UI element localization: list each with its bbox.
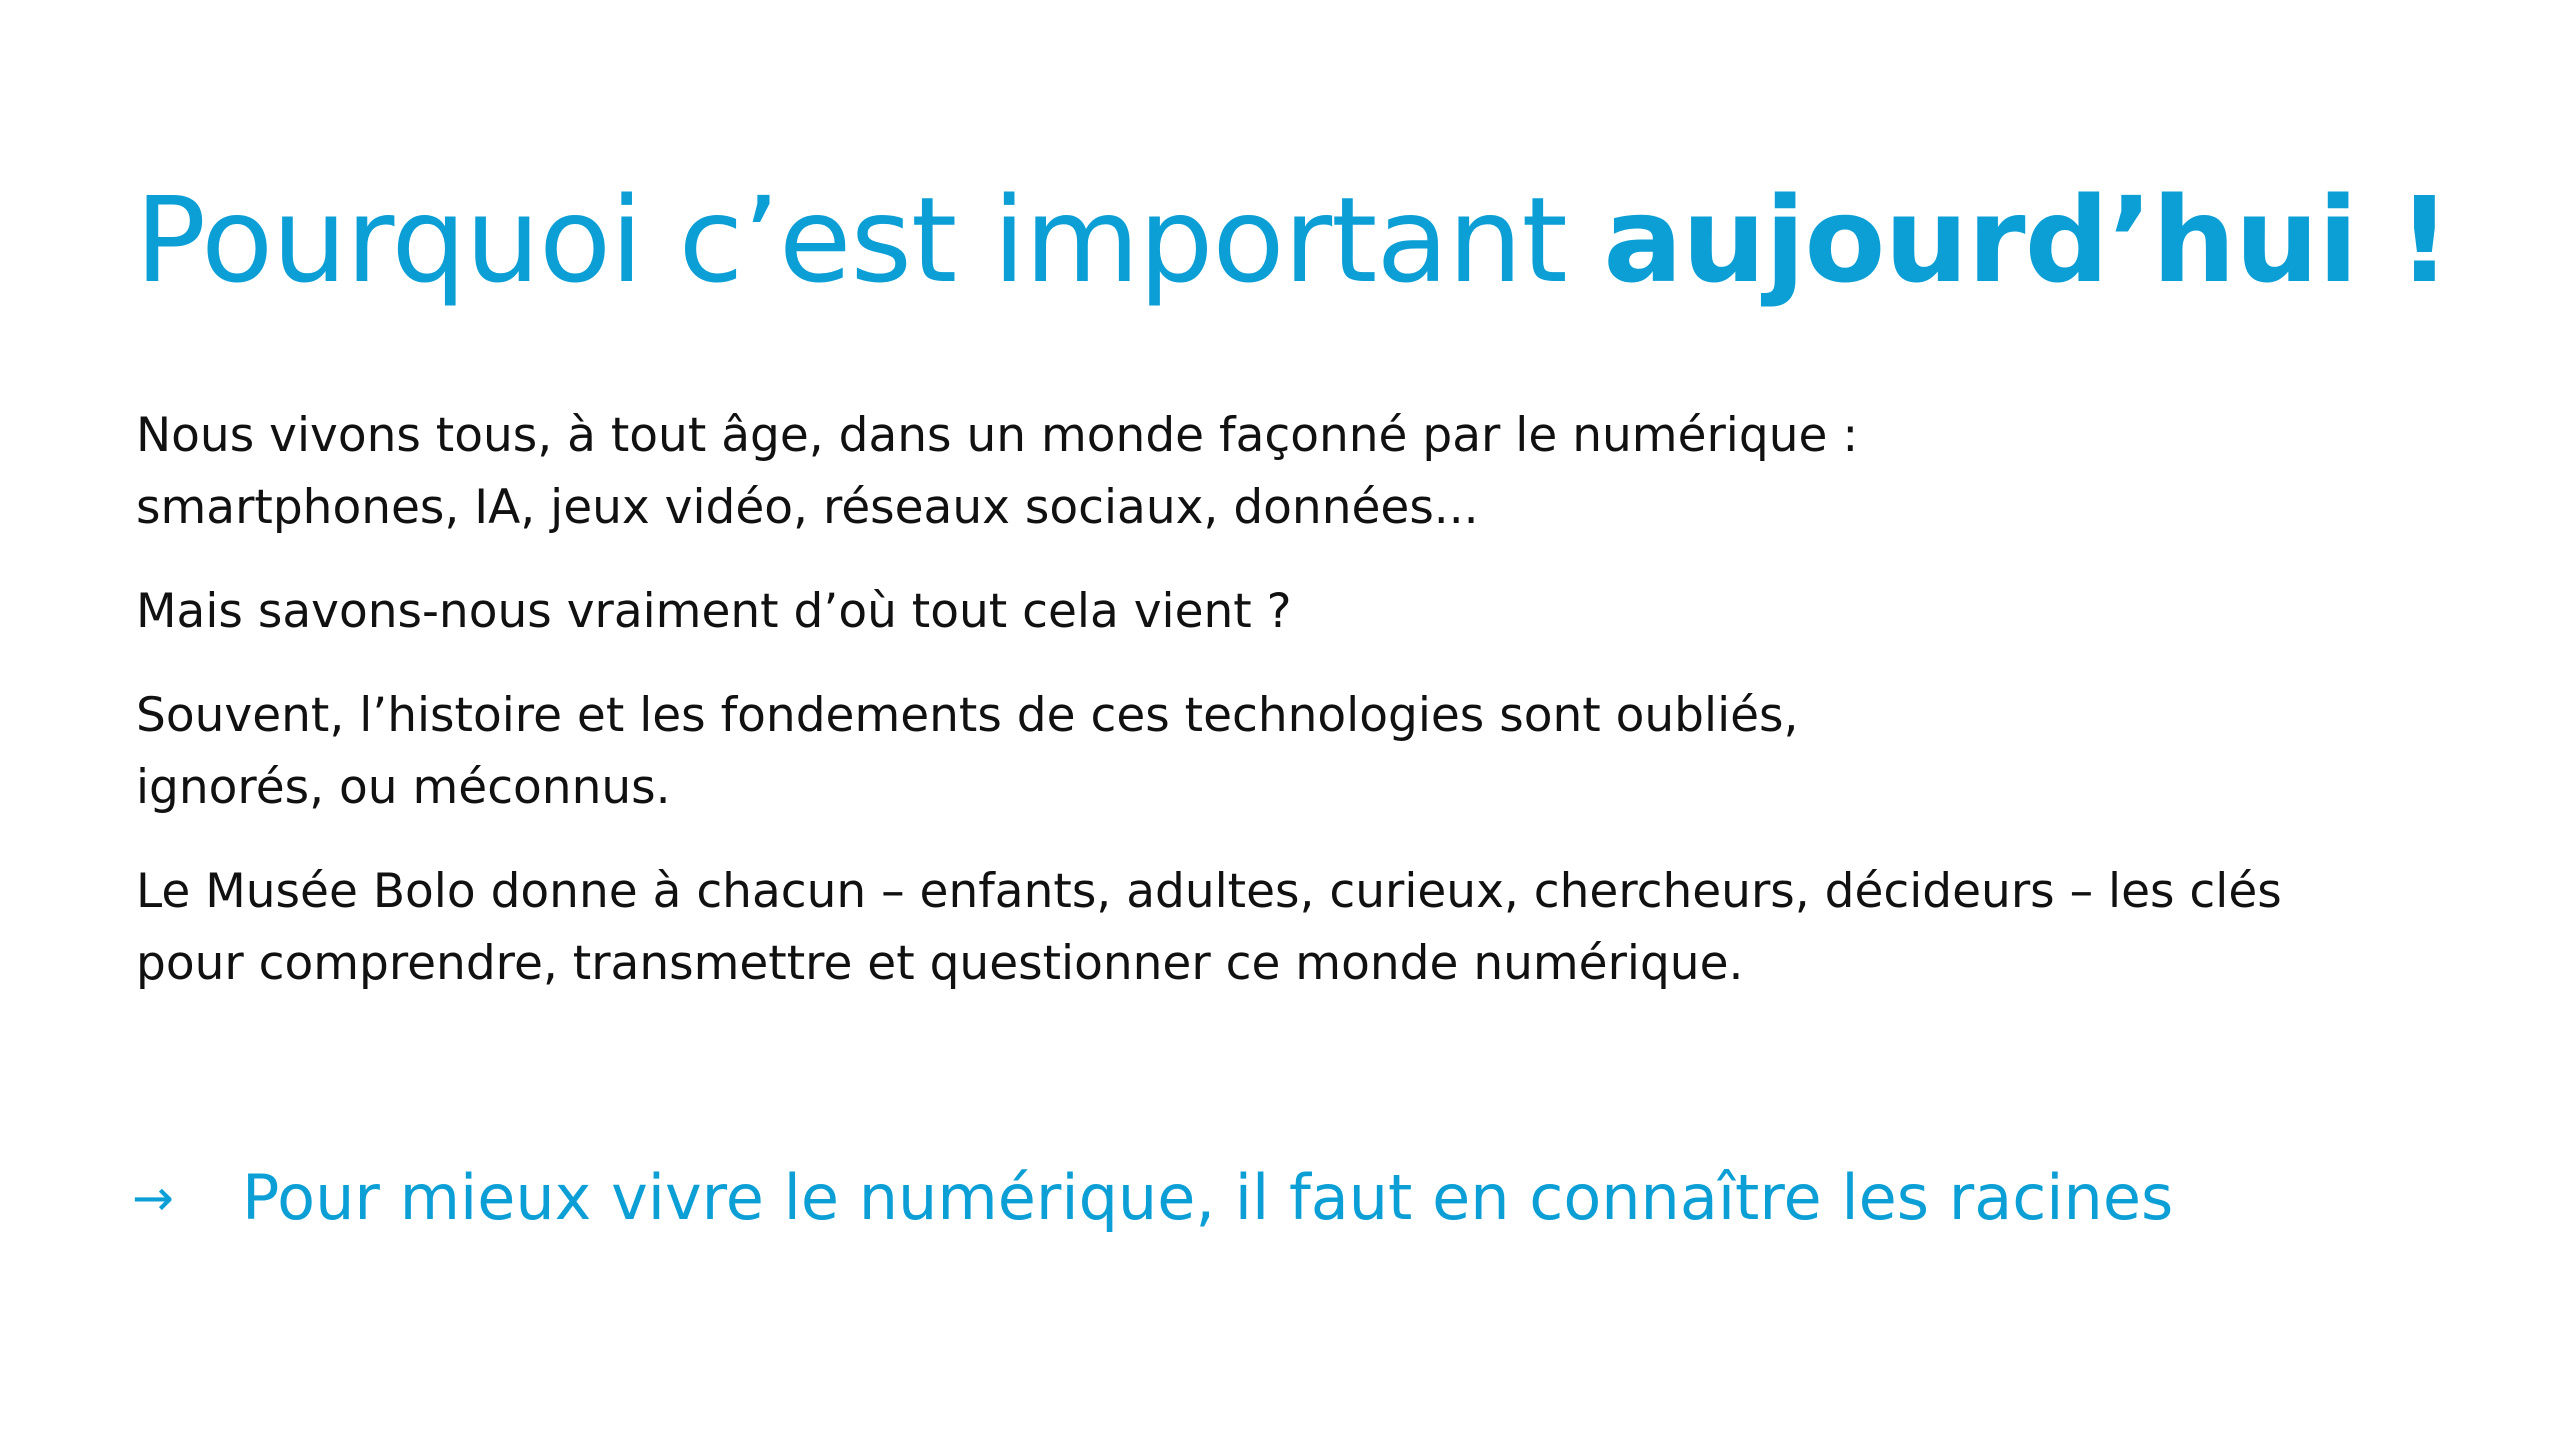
- paragraph-line: Le Musée Bolo donne à chacun – enfants, adultes, curieux, chercheurs, décideurs – les clés: [136, 864, 2282, 919]
- slide-title-regular: Pourquoi c’est important: [135, 171, 1604, 309]
- slide-body: [136, 400, 2436, 1032]
- paragraph-line: Souvent, l’histoire et les fondements de ces technologies sont oubliés,: [136, 688, 1799, 743]
- callout-text: Pour mieux vivre le numérique, il faut en connaître les racines: [242, 1161, 2174, 1234]
- paragraph-museum: [136, 856, 2436, 1000]
- slide-title-emphasis: aujourd’hui !: [1603, 171, 2451, 309]
- paragraph-intro: [136, 400, 2436, 544]
- paragraph-line: pour comprendre, transmettre et questionner ce monde numérique.: [136, 936, 1744, 991]
- arrow-right-icon: →: [132, 1169, 174, 1227]
- slide-title: [135, 160, 2450, 320]
- paragraph-history: [136, 680, 2436, 824]
- paragraph-line: smartphones, IA, jeux vidéo, réseaux sociaux, données...: [136, 480, 1479, 535]
- callout: [132, 1158, 2173, 1238]
- paragraph-question: [136, 576, 2436, 648]
- paragraph-line: ignorés, ou méconnus.: [136, 760, 671, 815]
- paragraph-line: Mais savons-nous vraiment d’où tout cela vient ?: [136, 584, 1292, 639]
- paragraph-line: Nous vivons tous, à tout âge, dans un monde façonné par le numérique :: [136, 408, 1859, 463]
